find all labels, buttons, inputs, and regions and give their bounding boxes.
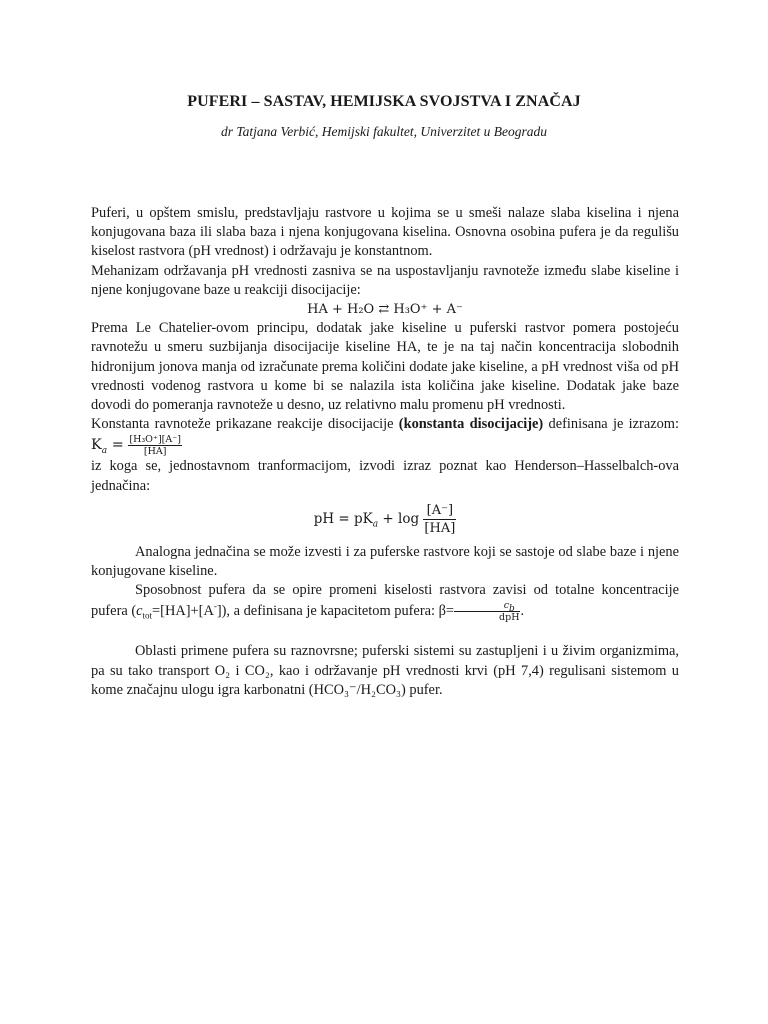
paragraph-constant bbox=[91, 415, 679, 457]
constant-text-bold: (konstanta disocijacije) bbox=[398, 416, 544, 433]
paragraph-applications: Oblasti primene pufera su raznovrsne; puferski sistemi su zastupljeni i u živim organizmima, pa su tako transport O₂ i CO₂, kao i održavanje pH vrednosti krvi (pH 7,4) regulisani sistemom u kome značajnu ulogu igra karbonatni (HCO₃⁻/H₂CO₃) pufer. bbox=[91, 643, 679, 698]
ka-denominator: [HA] bbox=[143, 446, 167, 458]
paragraph-intro: Puferi, u opštem smislu, predstavljaju rastvore u kojima se u smeši nalaze slaba kiselina i njena konjugovana baza ili slaba baza i njena konjugovana kiselina. Osnovna osobina pufera je da regulišu kiselost rastvora (pH vrednost) i održavaju je konstantnom. bbox=[91, 205, 679, 260]
document-body bbox=[91, 204, 679, 700]
paragraph-analog: Analogna jednačina se može izvesti i za puferske rastvore koji se sastoje od slabe baze i njene konjugovane kiseline. bbox=[91, 543, 679, 580]
document-author: dr Tatjana Verbić, Hemijski fakultet, Univerzitet u Beogradu bbox=[220, 124, 548, 139]
constant-text-before: Konstanta ravnoteže prikazane reakcije disocijacije bbox=[91, 416, 399, 433]
ka-numerator: [H₃O⁺][A⁻] bbox=[129, 434, 181, 446]
paragraph-capacity: Sposobnost pufera da se opire promeni kiselosti rastvora zavisi od totalne koncentracije pufera $(c_{tot}=[HA]+[A^-])$, a definisana je kapacitetom pufera: β= $\frac{c_b}{\text{dpH}}$ . bbox=[91, 582, 679, 624]
paragraph-mechanism: Mehanizam održavanja pH vrednosti zasniva se na uspostavljanju ravnoteže između slabe kiseline i njene konjugovane baze u reakciji disocijacije: bbox=[91, 262, 679, 298]
hh-fraction: $\frac{[A^-]}{[HA]}$ bbox=[424, 502, 456, 536]
equation-henderson-hasselbalch: pH = $pK_a + \log$ $\frac{[A^-]}{[HA]}$ bbox=[313, 502, 456, 536]
ka-fraction bbox=[128, 434, 182, 457]
beta-fraction: $\frac{c_b}{\text{dpH}}$ bbox=[454, 600, 520, 623]
equation-dissociation: HA + H₂O ⇄ H₃O⁺ + A⁻ bbox=[307, 302, 463, 318]
spacer bbox=[91, 623, 679, 642]
paragraph-le-chatelier: Prema Le Chatelier-ovom principu, dodatak jake kiseline u puferski rastvor pomera postojeću ravnotežu u smeru suzbijanja disocijacije kiseline HA, te je na taj način koncentracija slobodnih hidronijum jonova manja od izračunate prema količini dodate jake kiseline, a pH vrednost viša od pH vrednosti vodenog rastvora u kome bi se nalazila ista količina jake kiseline. Dodatak jake baze dovodi do pomeranja ravnoteže u desno, uz relativno malu promenu pH vrednosti. bbox=[91, 320, 679, 414]
constant-text-after: definisana je izrazom: bbox=[543, 416, 679, 433]
document-title: PUFERI – SASTAV, HEMIJSKA SVOJSTVA I ZNAČAJ bbox=[187, 93, 581, 110]
ka-symbol: $K_a$ = bbox=[91, 437, 129, 457]
paragraph-henderson: iz koga se, jednostavnom tranformacijom, izvodi izraz poznat kao Henderson–Hasselbalch-ova jednačina: bbox=[91, 458, 679, 494]
